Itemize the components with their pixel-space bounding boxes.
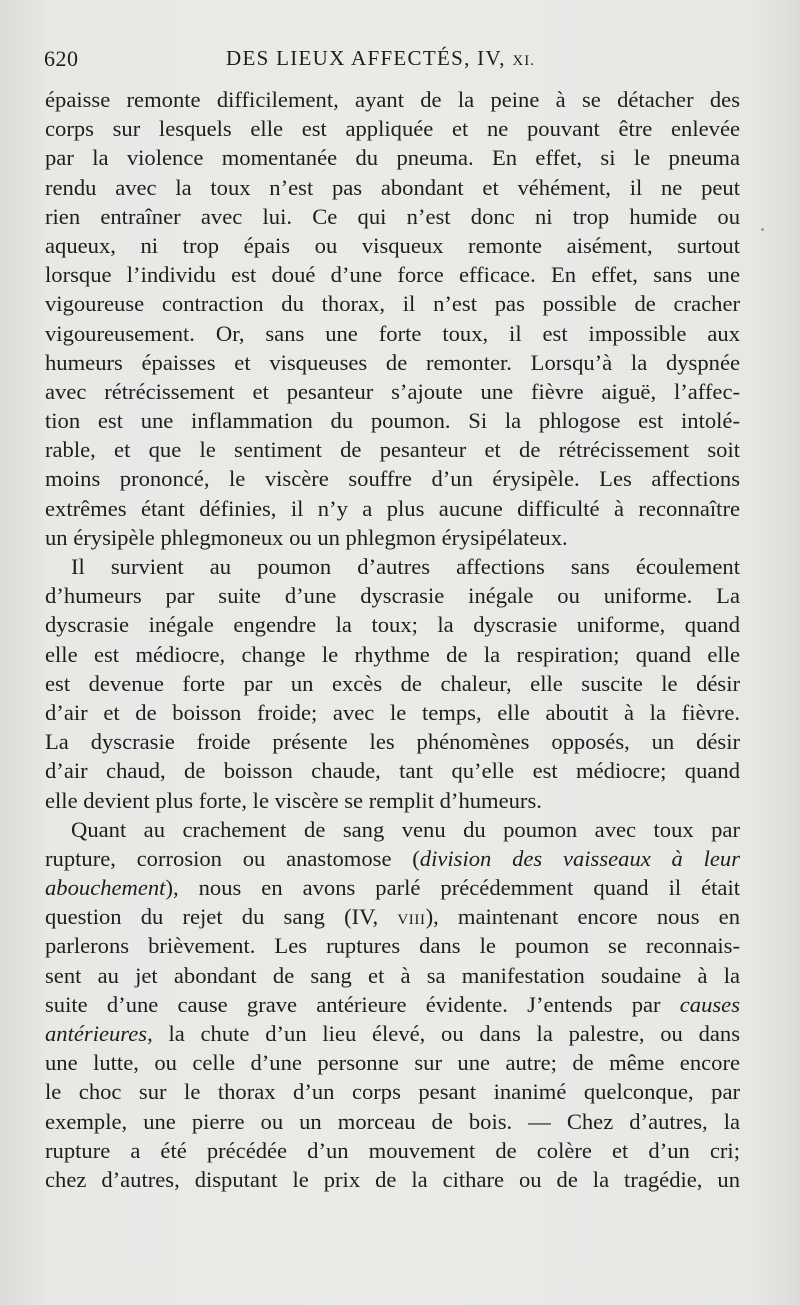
text-line: humeurs épaisses et visqueuses de remonter. Lorsqu’à la dyspnée [45,349,740,375]
text-line [45,844,740,873]
text-line: sent au jet abondant de sang et à sa manifestation soudaine à la [45,962,740,988]
running-head [226,46,535,71]
text-line: elle est médiocre, change le rhythme de la respiration; quand elle [45,641,740,667]
text-line: tion est une inflammation du poumon. Si la phlogose est intolé- [45,408,740,434]
italic-text: abouchement [45,875,166,901]
text-line: est devenue forte par un excès de chaleur, elle suscite le désir [45,670,740,696]
text-line: par la violence momentanée du pneuma. En effet, si le pneuma [45,145,740,171]
text-segment: ), nous en avons parlé précédemment quand il était [165,875,740,901]
page-number: 620 [44,46,79,71]
text-line: rupture a été précédée d’un mouvement de colère et d’un cri; [45,1137,740,1163]
running-head-title: DES LIEUX AFFECTÉS, IV, [226,46,506,70]
text-line: lorsque l’individu est doué d’une force efficace. En effet, sans une [45,262,740,288]
text-line: La dyscrasie froide présente les phénomènes opposés, un désir [45,729,740,755]
text-line: chez d’autres, disputant le prix de la cithare ou de la tragédie, un [45,1166,740,1192]
text-segment: question du rejet du sang (IV, [45,904,398,930]
text-line: d’humeurs par suite d’une dyscrasie inégale ou uniforme. La [45,583,740,609]
italic-text: division des vaisseaux à leur [419,845,740,871]
text-segment: , la chute d’un lieu élevé, ou dans la palestre, ou dans [147,1021,740,1046]
text-line: rable, et que le sentiment de pesanteur et de rétrécissement soit [45,437,740,463]
text-line [45,990,740,1019]
text-line [45,1019,740,1048]
text-line: rien entraîner avec lui. Ce qui n’est donc ni trop humide ou [45,203,740,229]
roman-numeral-smallcaps: VIII [397,912,426,929]
text-line: d’air et de boisson froide; avec le temps, elle aboutit à la fièvre. [45,699,740,725]
italic-text: causes [679,991,740,1017]
text-line: exemple, une pierre ou un morceau de bois. — Chez d’autres, la [45,1108,740,1134]
text-line: corps sur lesquels elle est appliquée et ne pouvant être enlevée [45,116,740,142]
text-line: épaisse remonte difficilement, ayant de la peine à se détacher des [45,87,740,112]
text-segment: suite d’une cause grave antérieure évidente. J’entends par [45,991,661,1017]
text-line: parlerons brièvement. Les ruptures dans le poumon se reconnais- [45,933,740,959]
text-line: le choc sur le thorax d’un corps pesant inanimé quelconque, par [45,1079,740,1105]
body-text [45,85,740,1194]
paragraph-end-line: elle devient plus forte, le viscère se remplit d’humeurs. [45,787,542,813]
text-line: vigoureusement. Or, sans une forte toux, il est impossible aux [45,320,740,346]
text-line: rendu avec la toux n’est pas abondant et véhément, il ne peut [45,174,740,200]
text-line [45,902,740,931]
text-line: moins prononcé, le viscère souffre d’un érysipèle. Les affections [45,466,740,492]
text-line: avec rétrécissement et pesanteur s’ajoute une fièvre aiguë, l’affec- [45,378,740,404]
text-line: une lutte, ou celle d’une personne sur une autre; de même encore [45,1050,740,1076]
text-line: d’air chaud, de boisson chaude, tant qu’elle est médiocre; quand [45,758,740,784]
text-line [45,873,740,902]
text-line: dyscrasie inégale engendre la toux; la dyscrasie uniforme, quand [45,612,740,638]
text-line: extrêmes étant définies, il n’y a plus aucune difficulté à reconnaître [45,495,740,521]
page-header [0,46,800,78]
text-line: vigoureuse contraction du thorax, il n’est pas possible de cracher [45,291,740,317]
paragraph-end-line: un érysipèle phlegmoneux ou un phlegmon érysipélateux. [45,524,568,550]
running-head-chapter: XI. [512,53,535,69]
text-segment: rupture, corrosion ou anastomose ( [45,845,420,871]
paper-speck [761,228,764,231]
text-segment: ), maintenant encore nous en [425,904,741,930]
paragraph-start-line: Quant au crachement de sang venu du poumon avec toux par [71,816,740,842]
text-line: aqueux, ni trop épais ou visqueux remonte aisément, surtout [45,232,740,258]
paragraph-start-line: Il survient au poumon d’autres affections sans écoulement [71,554,740,579]
italic-text: antérieures [45,1021,148,1046]
